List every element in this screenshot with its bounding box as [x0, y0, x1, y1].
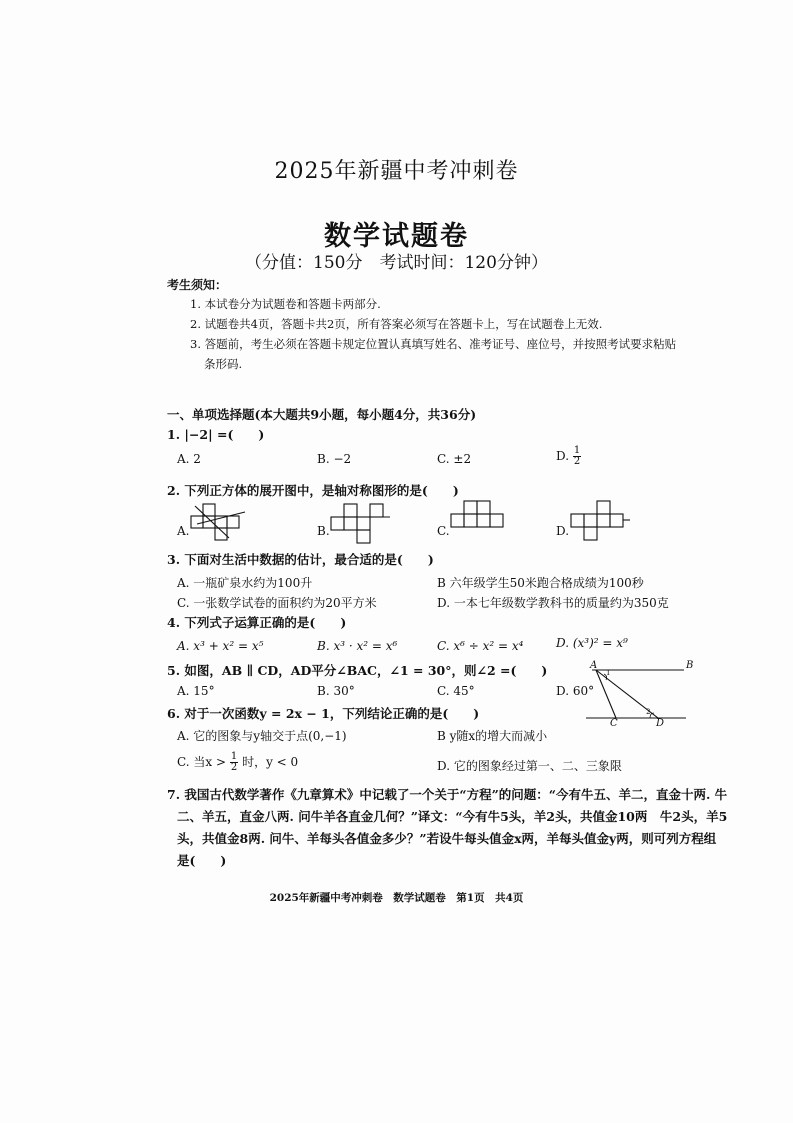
- q1-option-c: C. ±2: [437, 452, 472, 466]
- q4-option-b: B. x³ · x² = x⁶: [317, 639, 398, 653]
- q4-option-a: A. x³ + x² = x⁵: [177, 639, 264, 653]
- q2-option-a: A.: [177, 524, 190, 538]
- page-footer: 2025年新疆中考冲刺卷 数学试题卷 第1页 共4页: [269, 892, 524, 904]
- q1-option-b: B. −2: [317, 452, 352, 466]
- notice-item: 条形码.: [204, 357, 243, 371]
- point-b-label: B: [686, 660, 694, 671]
- q2-option-d: D.: [556, 524, 570, 538]
- fraction-numerator: 1: [573, 445, 581, 456]
- notice-item: 1. 本试卷分为试题卷和答题卡两部分.: [190, 297, 381, 311]
- fraction-denominator: 2: [230, 762, 238, 773]
- point-c-label: C: [610, 718, 618, 729]
- question-7-line: 头，共值金8两. 问牛、羊每头各值金多少？”若设牛每头值金x两，羊每头值金y两，则可列方程组: [177, 831, 717, 846]
- question-2-stem: 2. 下列正方体的展开图中，是轴对称图形的是( ): [167, 483, 459, 498]
- cube-net-c-figure: [450, 500, 514, 542]
- q5-option-b: B. 30°: [317, 684, 355, 698]
- q3-option-a: A. 一瓶矿泉水约为100升: [177, 576, 313, 590]
- cube-net-a-figure: [193, 500, 253, 542]
- q3-option-c: C. 一张数学试卷的面积约为20平方米: [177, 596, 377, 610]
- q3-option-b: B 六年级学生50米跑合格成绩为100秒: [437, 576, 644, 590]
- q2-option-c: C.: [437, 524, 450, 538]
- question-7-line: 二、羊五，直金八两. 问牛羊各直金几何？”译文：“今有牛5头，羊2头，共值金10两 牛2头，羊5: [177, 809, 728, 824]
- q4-option-c: C. x⁶ ÷ x² = x⁴: [437, 639, 524, 653]
- notice-item: 2. 试题卷共4页，答题卡共2页，所有答案必须写在答题卡上，写在试题卷上无效.: [190, 317, 603, 331]
- q6-option-b: B y随x的增大而减小: [437, 729, 548, 743]
- question-4-stem: 4. 下列式子运算正确的是( ): [167, 615, 347, 630]
- q2-option-b: B.: [317, 524, 330, 538]
- fraction: [230, 752, 238, 773]
- fraction-numerator: 1: [230, 751, 238, 762]
- question-1-stem: 1. |−2| =( ): [167, 427, 265, 442]
- q6-option-a: A. 它的图象与y轴交于点(0,−1): [177, 729, 347, 743]
- section-heading: 一、单项选择题(本大题共9小题，每小题4分，共36分): [167, 407, 477, 422]
- q5-option-a: A. 15°: [177, 684, 215, 698]
- q5-option-d: D. 60°: [556, 684, 595, 698]
- q3-option-d: D. 一本七年级数学教科书的质量约为350克: [437, 596, 669, 610]
- q6-option-c-suffix: 时，y < 0: [242, 755, 299, 769]
- fraction: [573, 446, 581, 467]
- exam-info: （分值：150分 考试时间：120分钟）: [245, 253, 548, 273]
- cube-net-d-figure: [570, 500, 634, 542]
- q1-option-d-label: D.: [556, 449, 570, 463]
- notice-item: 3. 答题前，考生必须在答题卡规定位置认真填写姓名、准考证号、座位号，并按照考试要求粘贴: [190, 337, 677, 351]
- subject-title: 数学试题卷: [324, 221, 469, 252]
- q5-option-c: C. 45°: [437, 684, 475, 698]
- point-d-label: D: [656, 718, 665, 729]
- angle-1-label: 1: [606, 669, 611, 677]
- question-3-stem: 3. 下面对生活中数据的估计，最合适的是( ): [167, 552, 434, 567]
- angle-2-label: 2: [646, 708, 651, 716]
- q6-option-c: [177, 752, 298, 773]
- exam-title: 2025年新疆中考冲刺卷: [274, 159, 519, 184]
- question-7-line: 是( ): [177, 853, 227, 868]
- q1-option-d: [556, 446, 581, 467]
- q1-option-a: A. 2: [177, 452, 201, 466]
- q6-option-d: D. 它的图象经过第一、二、三象限: [437, 759, 622, 773]
- cube-net-b-figure: [330, 500, 394, 542]
- q6-option-c-prefix: C. 当x >: [177, 755, 227, 769]
- notice-heading: 考生须知：: [167, 278, 228, 292]
- question-7-line: 7. 我国古代数学著作《九章算术》中记载了一个关于“方程”的问题：“今有牛五、羊二，直金十两. 牛: [167, 787, 728, 802]
- question-6-stem: 6. 对于一次函数y = 2x − 1，下列结论正确的是( ): [167, 706, 480, 721]
- q4-option-d: D. (x³)² = x⁹: [556, 636, 628, 650]
- parallel-lines-figure: [586, 664, 696, 734]
- question-5-stem: 5. 如图，AB ∥ CD，AD平分∠BAC，∠1 = 30°，则∠2 =( ): [167, 663, 548, 678]
- point-a-label: A: [590, 660, 598, 671]
- fraction-denominator: 2: [573, 456, 581, 467]
